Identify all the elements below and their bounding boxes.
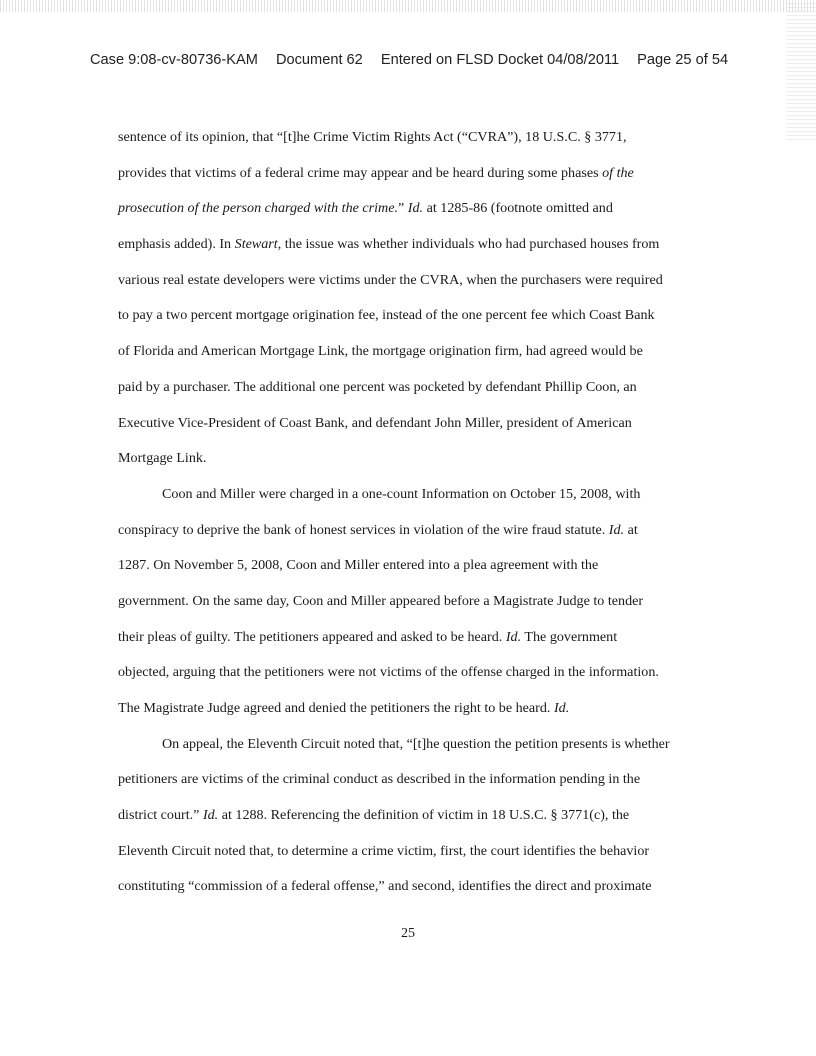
case-number: Case 9:08-cv-80736-KAM <box>90 52 258 68</box>
text-line: sentence of its opinion, that “[t]he Crime Victim Rights Act (“CVRA”), 18 U.S.C. § 3771, <box>118 129 627 145</box>
text-line: petitioners are victims of the criminal conduct as described in the information pending in the <box>118 771 641 788</box>
text-line: Mortgage Link. <box>118 450 207 467</box>
text-line: their pleas of guilty. The petitioners appeared and asked to be heard. Id. The government <box>118 628 618 645</box>
text-line: Executive Vice-President of Coast Bank, and defendant John Miller, president of American <box>118 414 632 431</box>
paragraph-start: On appeal, the Eleventh Circuit noted that, “[t]he question the petition presents is whether <box>162 735 670 752</box>
text-line: 1287. On November 5, 2008, Coon and Miller entered into a plea agreement with the <box>118 557 599 574</box>
document-number: Document 62 <box>275 52 363 68</box>
text-line: objected, arguing that the petitioners were not victims of the offense charged in the information. <box>118 664 659 681</box>
text-line: district court.” Id. at 1288. Referencing the definition of victim in 18 U.S.C. § 3771(c), the <box>118 807 630 824</box>
scan-artifact-top <box>0 0 816 12</box>
text-line: various real estate developers were victims under the CVRA, when the purchasers were required <box>118 271 663 288</box>
text-line: constituting “commission of a federal offense,” and second, identifies the direct and proximate <box>118 878 652 895</box>
text-line: emphasis added). In Stewart, the issue was whether individuals who had purchased houses from <box>118 236 660 253</box>
text-line: provides that victims of a federal crime may appear and be heard during some phases of the <box>118 164 634 181</box>
text-line: Eleventh Circuit noted that, to determine a crime victim, first, the court identifies the behavior <box>118 842 650 859</box>
text-line: to pay a two percent mortgage origination fee, instead of the one percent fee which Coast Bank <box>118 307 655 324</box>
page-indicator: Page 25 of 54 <box>637 52 729 68</box>
text-line: The Magistrate Judge agreed and denied the petitioners the right to be heard. Id. <box>118 700 570 716</box>
document-body <box>118 120 708 905</box>
page-number: 25 <box>400 925 416 941</box>
docket-header <box>90 52 750 68</box>
entered-date: Entered on FLSD Docket 04/08/2011 <box>380 52 620 68</box>
paragraph-start: Coon and Miller were charged in a one-count Information on October 15, 2008, with <box>162 485 641 502</box>
text-line: paid by a purchaser. The additional one percent was pocketed by defendant Phillip Coon, an <box>118 378 637 395</box>
text-line: of Florida and American Mortgage Link, the mortgage origination firm, had agreed would be <box>118 343 643 360</box>
scan-artifact-right <box>786 0 816 140</box>
text-line: conspiracy to deprive the bank of honest services in violation of the wire fraud statute. Id. at <box>118 521 638 538</box>
text-line: government. On the same day, Coon and Miller appeared before a Magistrate Judge to tender <box>118 592 644 609</box>
text-line: prosecution of the person charged with the crime.” Id. at 1285-86 (footnote omitted and <box>118 200 613 217</box>
